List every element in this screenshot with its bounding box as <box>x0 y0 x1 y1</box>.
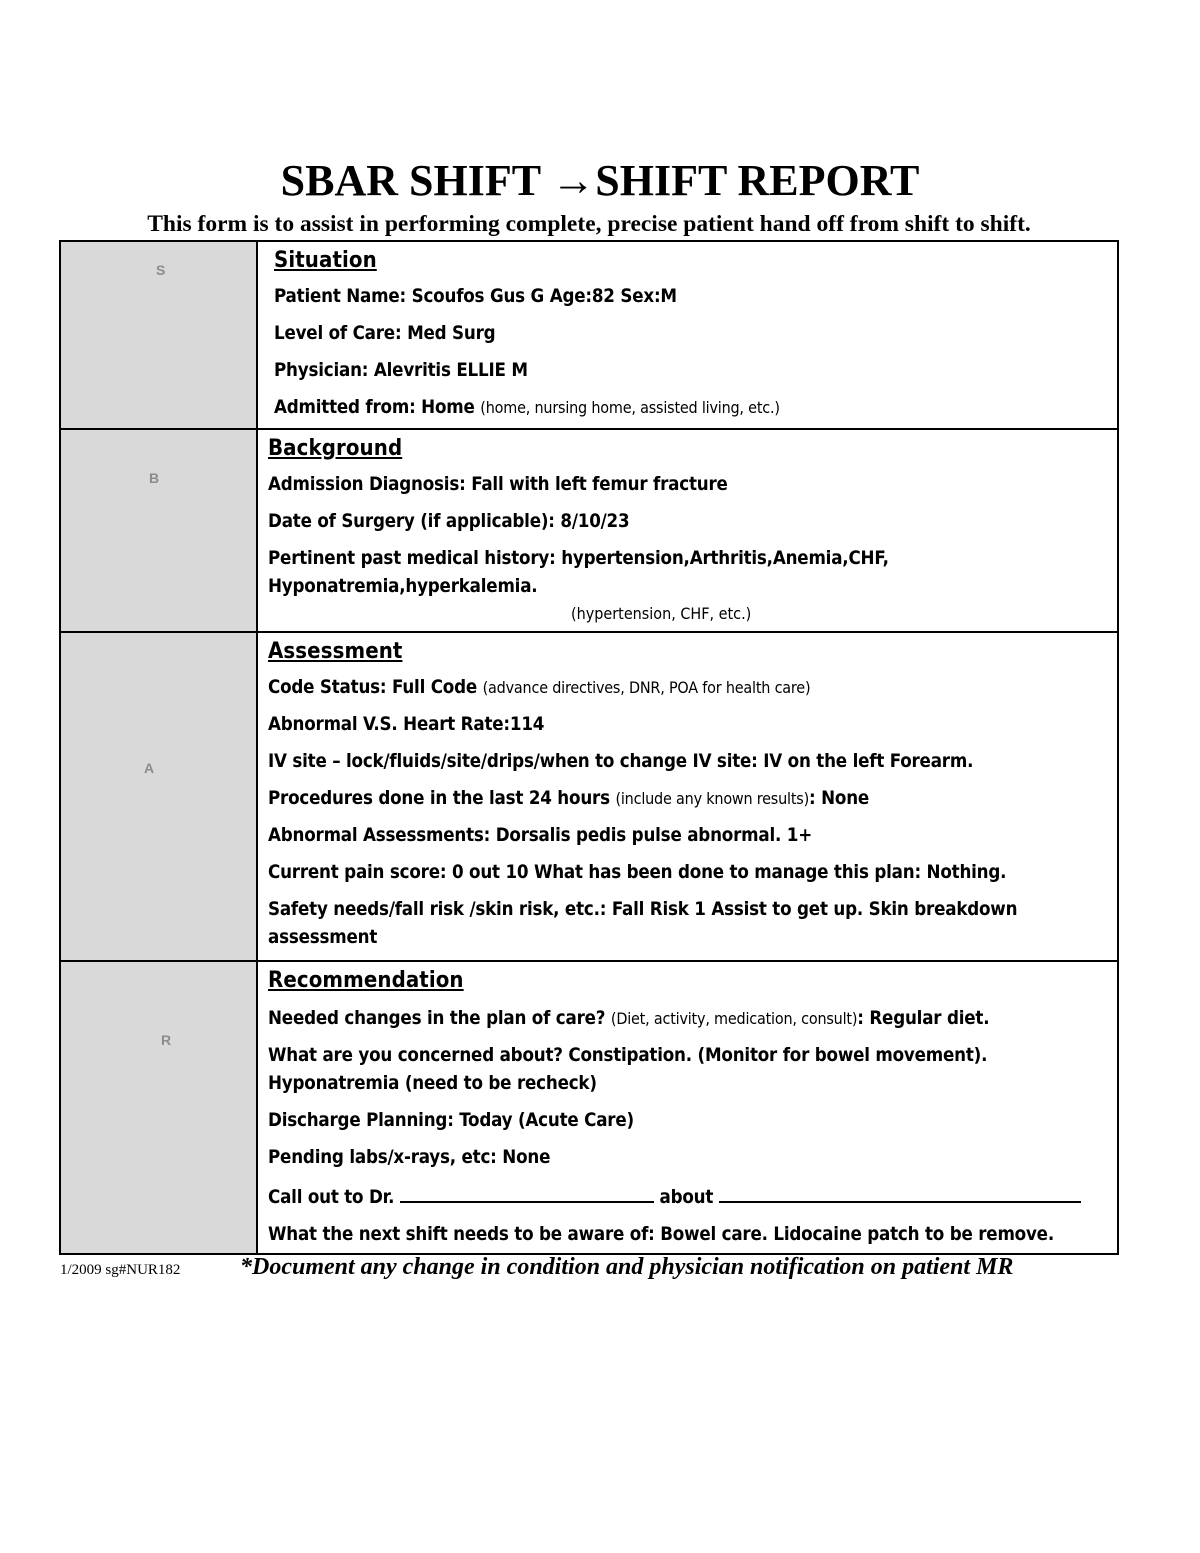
safety-needs-line2: assessment <box>268 927 378 948</box>
abnormal-assessments: Abnormal Assessments: Dorsalis pedis pulse abnormal. 1+ <box>268 825 813 846</box>
background-row <box>60 429 1118 632</box>
physician: Physician: Alevritis ELLIE M <box>274 360 528 381</box>
about-label: about <box>659 1187 714 1208</box>
medical-history <box>268 545 1107 601</box>
footer-note: *Document any change in condition and physician notification on patient MR <box>240 1254 1014 1280</box>
call-out-doctor-blank[interactable] <box>400 1181 654 1203</box>
admitted-from-label: Admitted from: Home <box>274 397 475 418</box>
background-content-cell <box>257 429 1118 632</box>
concerns-line2: Hyponatremia (need to be recheck) <box>268 1073 597 1094</box>
medical-history-hint: (hypertension, CHF, etc.) <box>571 604 752 623</box>
background-letter-cell <box>60 429 257 632</box>
situation-row <box>60 241 1118 429</box>
call-out-label: Call out to Dr. <box>268 1187 395 1208</box>
level-of-care: Level of Care: Med Surg <box>274 323 496 344</box>
patient-info: Patient Name: Scoufos Gus G Age:82 Sex:M <box>274 286 677 307</box>
plan-of-care-label: Needed changes in the plan of care? <box>268 1008 606 1029</box>
admitted-from-hint: (home, nursing home, assisted living, etc.) <box>480 398 780 417</box>
situation-letter: S <box>156 262 166 278</box>
recommendation-row <box>60 961 1118 1254</box>
admitted-from <box>274 394 1107 422</box>
plan-of-care-hint: (Diet, activity, medication, consult) <box>610 1009 858 1028</box>
iv-site: IV site – lock/fluids/site/drips/when to change IV site: IV on the left Forearm. <box>268 751 974 772</box>
concerns <box>268 1042 1107 1098</box>
safety-needs <box>268 896 1107 952</box>
concerns-line1: What are you concerned about? Constipation. (Monitor for bowel movement). <box>268 1045 988 1066</box>
situation-letter-cell <box>60 241 257 429</box>
assessment-heading: Assessment <box>268 639 403 664</box>
background-heading: Background <box>268 436 403 461</box>
plan-of-care <box>268 1005 1107 1033</box>
procedures <box>268 785 1107 813</box>
abnormal-vital-signs: Abnormal V.S. Heart Rate:114 <box>268 714 545 735</box>
code-status-hint: (advance directives, DNR, POA for health care) <box>482 678 811 697</box>
next-shift-awareness: What the next shift needs to be aware of: Bowel care. Lidocaine patch to be remove. <box>268 1224 1054 1245</box>
admission-diagnosis: Admission Diagnosis: Fall with left femur fracture <box>268 474 728 495</box>
recommendation-letter-cell <box>60 961 257 1254</box>
sbar-table <box>59 240 1119 1255</box>
form-code: 1/2009 sg#NUR182 <box>60 1262 181 1278</box>
procedures-hint: (include any known results) <box>615 789 809 808</box>
pain-score: Current pain score: 0 out 10 What has been done to manage this plan: Nothing. <box>268 862 1007 883</box>
plan-of-care-value: : Regular diet. <box>857 1008 990 1029</box>
assessment-letter-cell <box>60 632 257 961</box>
page-title: SBAR SHIFT →SHIFT REPORT <box>280 156 920 205</box>
medical-history-line2: Hyponatremia,hyperkalemia. <box>268 576 538 597</box>
safety-needs-line1: Safety needs/fall risk /skin risk, etc.: Fall Risk 1 Assist to get up. Skin breakdown <box>268 899 1018 920</box>
situation-heading: Situation <box>274 248 377 273</box>
call-out <box>268 1181 1107 1212</box>
medical-history-line1: Pertinent past medical history: hypertension,Arthritis,Anemia,CHF, <box>268 548 889 569</box>
background-letter: B <box>149 470 160 486</box>
recommendation-content-cell <box>257 961 1118 1254</box>
call-out-about-blank[interactable] <box>719 1181 1081 1203</box>
form-subtitle: This form is to assist in performing complete, precise patient hand off from shift to shift. <box>147 211 1031 237</box>
code-status <box>268 674 1107 702</box>
assessment-letter: A <box>144 760 155 776</box>
discharge-planning: Discharge Planning: Today (Acute Care) <box>268 1110 634 1131</box>
pending-labs: Pending labs/x-rays, etc: None <box>268 1147 551 1168</box>
procedures-value: : None <box>809 788 870 809</box>
recommendation-heading: Recommendation <box>268 968 464 993</box>
surgery-date: Date of Surgery (if applicable): 8/10/23 <box>268 511 630 532</box>
procedures-label: Procedures done in the last 24 hours <box>268 788 610 809</box>
recommendation-letter: R <box>161 1032 172 1048</box>
assessment-content-cell <box>257 632 1118 961</box>
assessment-row <box>60 632 1118 961</box>
code-status-label: Code Status: Full Code <box>268 677 478 698</box>
situation-content-cell <box>257 241 1118 429</box>
